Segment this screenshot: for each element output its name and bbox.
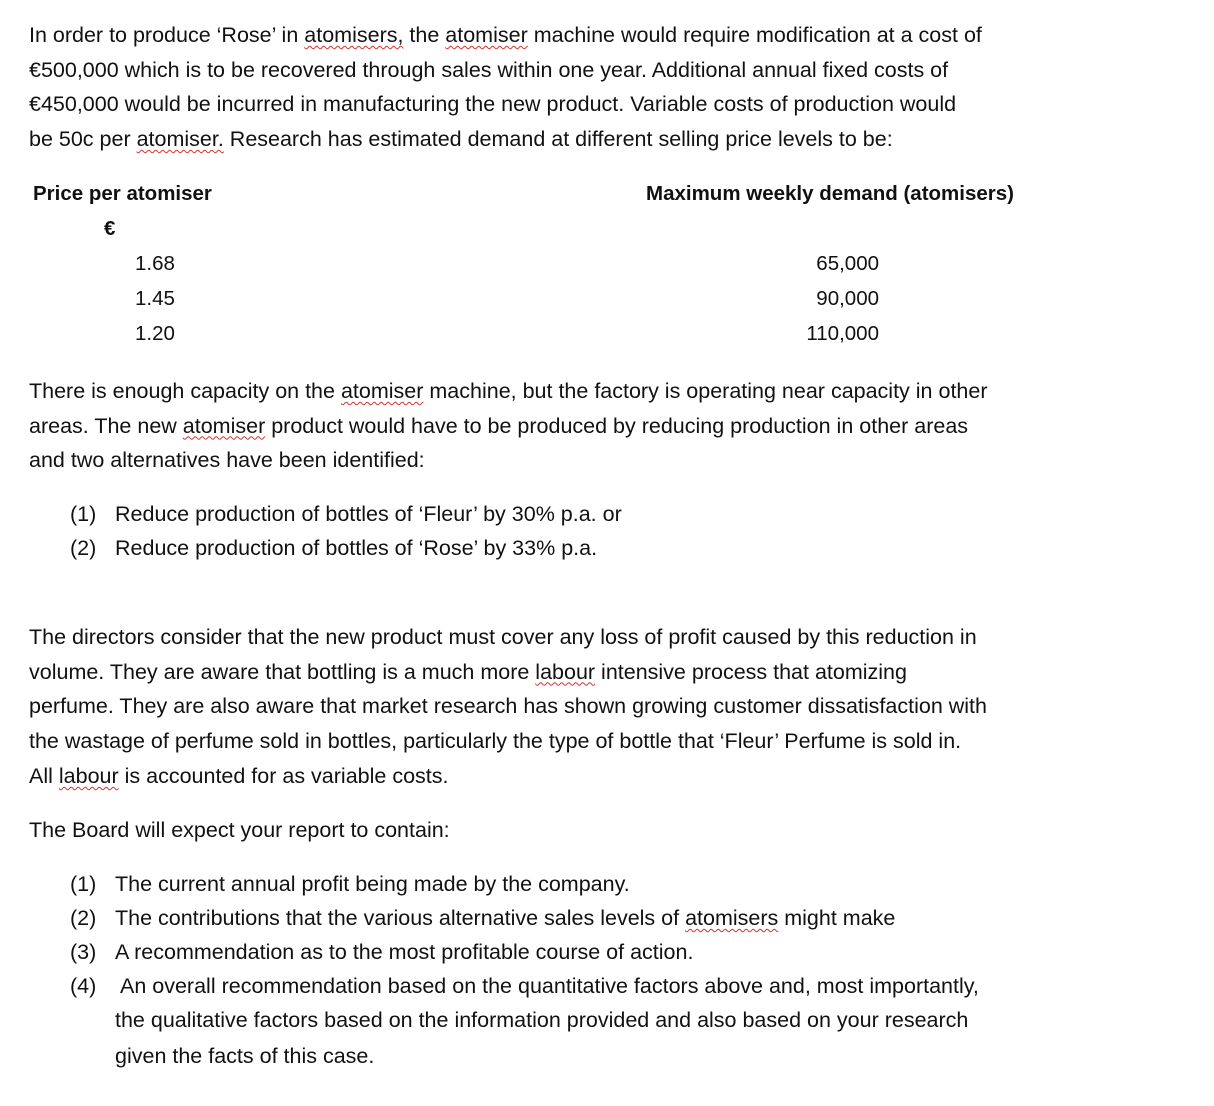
table-header-demand: Maximum weekly demand (atomisers)	[646, 182, 1014, 205]
list-number: (4)	[70, 974, 97, 998]
text-run: be 50c per	[29, 127, 137, 152]
list-text: The current annual profit being made by the company.	[115, 872, 630, 896]
demand-cell: 110,000	[806, 322, 879, 345]
list-item	[70, 935, 1170, 969]
directors-line-4: the wastage of perfume sold in bottles, particularly the type of bottle that ‘Fleur’ Perfume is sold in.	[29, 729, 962, 754]
list-number: (1)	[70, 502, 97, 526]
intro-line-2: €500,000 which is to be recovered through sales within one year. Additional annual fixed costs of	[29, 57, 949, 82]
list-text	[115, 901, 895, 935]
price-cell: 1.45	[135, 287, 175, 310]
spellcheck-word[interactable]: atomiser	[182, 413, 266, 438]
demand-cell: 65,000	[816, 252, 879, 275]
text-run: volume. They are aware that bottling is a much more	[29, 659, 536, 684]
capacity-paragraph	[29, 374, 1199, 478]
list-text: An overall recommendation based on the quantitative factors above and, most importantly,	[120, 974, 979, 998]
directors-line-1: The directors consider that the new product must cover any loss of profit caused by this reduction in	[29, 625, 977, 649]
intro-line-3: €450,000 would be incurred in manufacturing the new product. Variable costs of production would	[29, 92, 957, 117]
directors-line-5	[29, 759, 1199, 794]
text-run: All	[29, 763, 59, 788]
text-run: machine, but the factory is operating near capacity in other	[423, 379, 988, 403]
spellcheck-word[interactable]: labour	[58, 763, 119, 788]
text-run: Research has estimated demand at different selling price levels to be:	[223, 127, 893, 152]
spellcheck-word[interactable]: labour	[535, 659, 596, 684]
list-item	[70, 901, 1170, 935]
spellcheck-word[interactable]: atomiser	[340, 379, 424, 403]
capacity-line-3: and two alternatives have been identified:	[29, 448, 425, 473]
directors-line-3: perfume. They are also aware that market research has shown growing customer dissatisfaction with	[29, 694, 987, 719]
list-item	[70, 531, 970, 565]
text-run: the	[403, 23, 446, 47]
list-number: (2)	[70, 536, 97, 560]
list-text: Reduce production of bottles of ‘Rose’ by 33% p.a.	[115, 536, 598, 560]
capacity-line-1	[29, 374, 1199, 409]
text-run: The contributions that the various alternative sales levels of	[115, 906, 686, 930]
currency-symbol: €	[104, 217, 116, 240]
spellcheck-word[interactable]: atomiser.	[136, 127, 224, 152]
directors-line-2	[29, 655, 1199, 690]
list-item	[70, 497, 970, 531]
alternatives-list	[70, 497, 970, 567]
spellcheck-word[interactable]: atomisers	[685, 906, 779, 930]
directors-paragraph	[29, 620, 1199, 794]
board-intro: The Board will expect your report to contain:	[29, 818, 450, 842]
list-item	[70, 969, 1170, 1077]
text-run: might make	[778, 906, 896, 930]
text-run: areas. The new	[29, 413, 183, 438]
text-run: machine would require modification at a cost of	[527, 23, 982, 47]
list-text: Reduce production of bottles of ‘Fleur’ by 30% p.a. or	[115, 502, 622, 526]
capacity-line-2	[29, 409, 1199, 444]
intro-paragraph	[29, 18, 1199, 157]
text-run: In order to produce ‘Rose’ in	[29, 23, 305, 47]
report-items-list	[70, 867, 1170, 1077]
price-cell: 1.20	[135, 322, 175, 345]
list-text: the qualitative factors based on the information provided and also based on your research	[115, 1008, 969, 1032]
list-text: A recommendation as to the most profitable course of action.	[115, 940, 694, 964]
list-number: (3)	[70, 940, 97, 964]
list-number: (2)	[70, 906, 97, 930]
list-text: given the facts of this case.	[115, 1044, 375, 1068]
text-run: is accounted for as variable costs.	[118, 763, 449, 788]
demand-cell: 90,000	[816, 287, 879, 310]
text-run: product would have to be produced by reducing production in other areas	[265, 413, 969, 438]
price-cell: 1.68	[135, 252, 175, 275]
text-run: intensive process that atomizing	[595, 659, 907, 684]
text-run: There is enough capacity on the	[29, 379, 341, 403]
list-number: (1)	[70, 872, 97, 896]
table-header-price: Price per atomiser	[33, 182, 212, 205]
intro-line-1	[29, 18, 1199, 53]
spellcheck-word[interactable]: atomisers,	[304, 23, 404, 47]
spellcheck-word[interactable]: atomiser	[445, 23, 528, 47]
list-item	[70, 867, 1170, 901]
intro-line-4	[29, 122, 1199, 157]
